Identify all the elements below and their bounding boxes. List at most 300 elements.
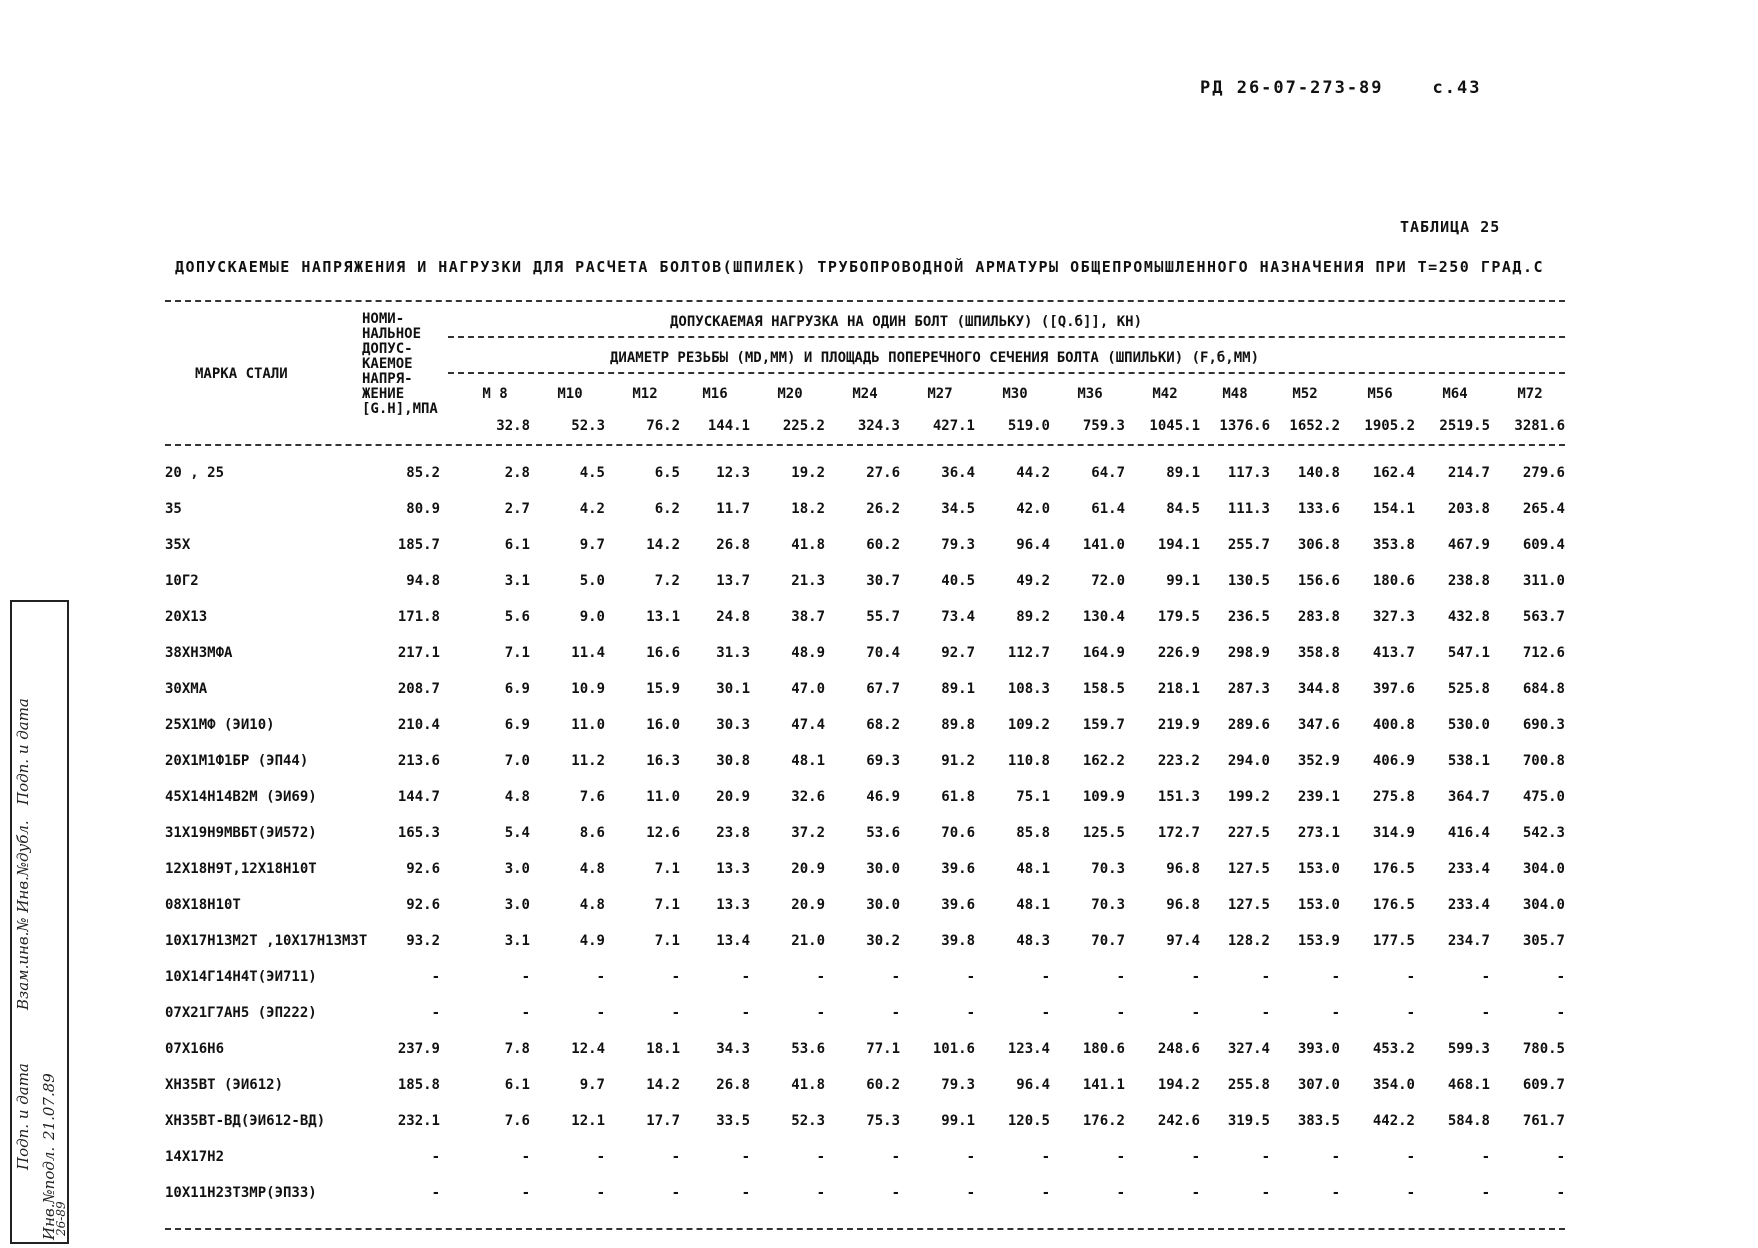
load-value: 11.2 <box>571 753 605 769</box>
load-value: 6.1 <box>504 1077 530 1093</box>
load-value: 75.1 <box>1016 789 1050 805</box>
area-value: 76.2 <box>646 418 680 434</box>
diameter-head: М64 <box>1442 386 1468 402</box>
steel-grade: 12Х18Н9Т,12Х18Н10Т <box>165 861 317 877</box>
load-value: 475.0 <box>1522 789 1565 805</box>
load-value: - <box>1406 1185 1415 1201</box>
load-value: 31.3 <box>716 645 750 661</box>
load-value: 287.3 <box>1227 681 1270 697</box>
load-value: 180.6 <box>1082 1041 1125 1057</box>
load-value: 30.1 <box>716 681 750 697</box>
steel-grade: 25Х1МФ (ЭИ10) <box>165 717 275 733</box>
area-value: 1905.2 <box>1364 418 1415 434</box>
load-value: 233.4 <box>1447 897 1490 913</box>
allowable-stress: 185.7 <box>397 537 440 553</box>
load-value: 7.1 <box>504 645 530 661</box>
diameter-head: М27 <box>927 386 953 402</box>
load-value: 530.0 <box>1447 717 1490 733</box>
steel-grade: 10Х11Н23Т3МР(ЭП33) <box>165 1185 317 1201</box>
load-value: 140.8 <box>1297 465 1340 481</box>
load-value: - <box>1556 1149 1565 1165</box>
load-value: 248.6 <box>1157 1041 1200 1057</box>
load-value: - <box>1191 1149 1200 1165</box>
load-value: 327.3 <box>1372 609 1415 625</box>
load-value: 67.7 <box>866 681 900 697</box>
load-value: - <box>1331 1185 1340 1201</box>
load-value: - <box>966 1149 975 1165</box>
load-value: 18.1 <box>646 1041 680 1057</box>
area-value: 1652.2 <box>1289 418 1340 434</box>
load-value: 416.4 <box>1447 825 1490 841</box>
steel-grade: 35 <box>165 501 182 517</box>
load-value: 162.4 <box>1372 465 1415 481</box>
load-value: 5.0 <box>579 573 605 589</box>
load-value: 13.3 <box>716 861 750 877</box>
load-value: 16.3 <box>646 753 680 769</box>
load-value: - <box>1041 1149 1050 1165</box>
load-value: 34.3 <box>716 1041 750 1057</box>
load-value: 311.0 <box>1522 573 1565 589</box>
load-value: 172.7 <box>1157 825 1200 841</box>
load-value: 53.6 <box>866 825 900 841</box>
load-value: 584.8 <box>1447 1113 1490 1129</box>
load-value: 96.8 <box>1166 897 1200 913</box>
load-value: - <box>1406 1149 1415 1165</box>
load-value: 354.0 <box>1372 1077 1415 1093</box>
load-value: 79.3 <box>941 537 975 553</box>
load-value: - <box>1041 1185 1050 1201</box>
load-value: 2.8 <box>504 465 530 481</box>
load-value: 61.4 <box>1091 501 1125 517</box>
load-value: 15.9 <box>646 681 680 697</box>
load-value: - <box>1406 1005 1415 1021</box>
load-value: - <box>891 1005 900 1021</box>
load-value: 13.7 <box>716 573 750 589</box>
load-value: 413.7 <box>1372 645 1415 661</box>
load-value: 4.5 <box>579 465 605 481</box>
load-value: 599.3 <box>1447 1041 1490 1057</box>
load-value: 101.6 <box>932 1041 975 1057</box>
load-value: 177.5 <box>1372 933 1415 949</box>
load-value: - <box>1331 1149 1340 1165</box>
load-value: 4.9 <box>579 933 605 949</box>
load-value: - <box>671 1005 680 1021</box>
load-value: 123.4 <box>1007 1041 1050 1057</box>
allowable-stress: 165.3 <box>397 825 440 841</box>
load-value: 12.3 <box>716 465 750 481</box>
load-value: 353.8 <box>1372 537 1415 553</box>
load-value: 21.3 <box>791 573 825 589</box>
load-value: 19.2 <box>791 465 825 481</box>
load-value: 109.2 <box>1007 717 1050 733</box>
load-value: 255.7 <box>1227 537 1270 553</box>
allowable-stress: - <box>431 1149 440 1165</box>
load-value: 153.9 <box>1297 933 1340 949</box>
load-value: 47.0 <box>791 681 825 697</box>
load-value: 306.8 <box>1297 537 1340 553</box>
load-value: 99.1 <box>941 1113 975 1129</box>
area-value: 3281.6 <box>1514 418 1565 434</box>
load-value: 344.8 <box>1297 681 1340 697</box>
page-number: с.43 <box>1432 78 1482 98</box>
load-value: - <box>1116 1149 1125 1165</box>
load-value: 77.1 <box>866 1041 900 1057</box>
load-value: 154.1 <box>1372 501 1415 517</box>
load-value: 14.2 <box>646 537 680 553</box>
load-value: 108.3 <box>1007 681 1050 697</box>
load-value: 36.4 <box>941 465 975 481</box>
load-value: 400.8 <box>1372 717 1415 733</box>
allowable-stress: - <box>431 1185 440 1201</box>
load-value: - <box>1191 969 1200 985</box>
load-value: - <box>521 1185 530 1201</box>
table-row <box>0 861 1758 891</box>
margin-label: Подп. и дата <box>14 698 32 805</box>
allowable-stress: 85.2 <box>406 465 440 481</box>
load-value: - <box>891 1185 900 1201</box>
steel-grade: 14Х17Н2 <box>165 1149 225 1165</box>
load-value: 239.1 <box>1297 789 1340 805</box>
diameter-head: М52 <box>1292 386 1318 402</box>
stress-header-line: НАПРЯ- <box>362 371 413 387</box>
diameter-head: М24 <box>852 386 878 402</box>
load-value: 11.4 <box>571 645 605 661</box>
load-value: 130.4 <box>1082 609 1125 625</box>
area-value: 52.3 <box>571 418 605 434</box>
load-value: 89.8 <box>941 717 975 733</box>
load-value: 61.8 <box>941 789 975 805</box>
load-value: 52.3 <box>791 1113 825 1129</box>
load-value: 226.9 <box>1157 645 1200 661</box>
load-value: 64.7 <box>1091 465 1125 481</box>
rule-under-diameter-header <box>448 372 1565 374</box>
load-value: 85.8 <box>1016 825 1050 841</box>
load-value: 227.5 <box>1227 825 1270 841</box>
load-value: - <box>596 969 605 985</box>
load-value: 2.7 <box>504 501 530 517</box>
load-value: 30.7 <box>866 573 900 589</box>
table-row <box>0 969 1758 999</box>
load-value: 298.9 <box>1227 645 1270 661</box>
load-value: 304.0 <box>1522 897 1565 913</box>
allowable-stress: 210.4 <box>397 717 440 733</box>
load-value: 39.6 <box>941 897 975 913</box>
load-value: 364.7 <box>1447 789 1490 805</box>
rule-header-bottom <box>165 444 1565 446</box>
load-value: 128.2 <box>1227 933 1270 949</box>
stress-header-line: КАЕМОЕ <box>362 356 413 372</box>
load-value: 39.8 <box>941 933 975 949</box>
load-value: 27.6 <box>866 465 900 481</box>
load-value: 14.2 <box>646 1077 680 1093</box>
stress-header-line: ДОПУС- <box>362 341 413 357</box>
load-value: 538.1 <box>1447 753 1490 769</box>
load-value: 72.0 <box>1091 573 1125 589</box>
diameter-head: М10 <box>557 386 583 402</box>
load-value: 294.0 <box>1227 753 1270 769</box>
load-value: 700.8 <box>1522 753 1565 769</box>
rule-top <box>165 300 1565 302</box>
allowable-stress: 92.6 <box>406 897 440 913</box>
load-value: - <box>1191 1185 1200 1201</box>
load-value: 32.6 <box>791 789 825 805</box>
load-value: - <box>521 969 530 985</box>
allowable-stress: 185.8 <box>397 1077 440 1093</box>
load-value: 9.7 <box>579 537 605 553</box>
load-value: 162.2 <box>1082 753 1125 769</box>
load-value: 38.7 <box>791 609 825 625</box>
load-value: 8.6 <box>579 825 605 841</box>
handwritten-date: 21.07.89 <box>40 1073 58 1140</box>
load-value: - <box>816 969 825 985</box>
diameter-head: М 8 <box>482 386 508 402</box>
load-value: - <box>1116 969 1125 985</box>
load-value: 265.4 <box>1522 501 1565 517</box>
load-value: 10.9 <box>571 681 605 697</box>
load-value: 60.2 <box>866 537 900 553</box>
load-value: 179.5 <box>1157 609 1200 625</box>
load-value: 3.1 <box>504 933 530 949</box>
load-value: - <box>891 1149 900 1165</box>
load-value: 314.9 <box>1372 825 1415 841</box>
table-row <box>0 573 1758 603</box>
load-value: 194.1 <box>1157 537 1200 553</box>
allowable-stress: 94.8 <box>406 573 440 589</box>
load-value: 684.8 <box>1522 681 1565 697</box>
load-value: 17.7 <box>646 1113 680 1129</box>
steel-grade: 38ХН3МФА <box>165 645 233 661</box>
load-value: 30.0 <box>866 897 900 913</box>
load-value: - <box>1556 1005 1565 1021</box>
load-value: 7.1 <box>654 933 680 949</box>
load-value: 20.9 <box>791 897 825 913</box>
load-value: 60.2 <box>866 1077 900 1093</box>
load-value: 12.1 <box>571 1113 605 1129</box>
load-value: 39.6 <box>941 861 975 877</box>
load-value: 609.7 <box>1522 1077 1565 1093</box>
load-value: 712.6 <box>1522 645 1565 661</box>
load-value: 3.0 <box>504 861 530 877</box>
table-row <box>0 1149 1758 1179</box>
load-value: - <box>741 1005 750 1021</box>
load-value: - <box>1116 1185 1125 1201</box>
diameter-head: М48 <box>1222 386 1248 402</box>
table-row <box>0 465 1758 495</box>
load-value: - <box>1556 969 1565 985</box>
load-value: 70.3 <box>1091 897 1125 913</box>
stress-header <box>362 312 438 417</box>
handwritten-number: 26-89 <box>54 1201 68 1236</box>
table-row <box>0 1005 1758 1035</box>
load-value: - <box>1261 1149 1270 1165</box>
load-value: 242.6 <box>1157 1113 1200 1129</box>
load-value: 46.9 <box>866 789 900 805</box>
allowable-stress: 92.6 <box>406 861 440 877</box>
load-value: - <box>1481 969 1490 985</box>
load-value: - <box>891 969 900 985</box>
area-value: 2519.5 <box>1439 418 1490 434</box>
load-value: 79.3 <box>941 1077 975 1093</box>
load-value: 12.4 <box>571 1041 605 1057</box>
steel-grade: 10Г2 <box>165 573 199 589</box>
load-value: 91.2 <box>941 753 975 769</box>
load-value: 153.0 <box>1297 897 1340 913</box>
allowable-stress: 237.9 <box>397 1041 440 1057</box>
load-value: 30.0 <box>866 861 900 877</box>
load-value: 542.3 <box>1522 825 1565 841</box>
load-value: 690.3 <box>1522 717 1565 733</box>
load-value: 117.3 <box>1227 465 1270 481</box>
load-value: - <box>816 1005 825 1021</box>
load-value: 48.3 <box>1016 933 1050 949</box>
load-value: 89.1 <box>941 681 975 697</box>
load-value: 383.5 <box>1297 1113 1340 1129</box>
load-value: 24.8 <box>716 609 750 625</box>
area-value: 324.3 <box>857 418 900 434</box>
load-value: - <box>521 1149 530 1165</box>
load-value: 238.8 <box>1447 573 1490 589</box>
load-value: - <box>1556 1185 1565 1201</box>
load-value: 219.9 <box>1157 717 1200 733</box>
load-value: 16.0 <box>646 717 680 733</box>
load-value: 13.4 <box>716 933 750 949</box>
load-value: 55.7 <box>866 609 900 625</box>
table-row <box>0 609 1758 639</box>
rule-under-load-header <box>448 336 1565 338</box>
steel-grade: 31Х19Н9МВБТ(ЭИ572) <box>165 825 317 841</box>
load-value: 97.4 <box>1166 933 1200 949</box>
load-value: 84.5 <box>1166 501 1200 517</box>
load-value: 442.2 <box>1372 1113 1415 1129</box>
load-value: - <box>1041 1005 1050 1021</box>
load-value: - <box>741 1185 750 1201</box>
load-value: 110.8 <box>1007 753 1050 769</box>
load-value: - <box>816 1149 825 1165</box>
load-value: 319.5 <box>1227 1113 1270 1129</box>
load-value: 275.8 <box>1372 789 1415 805</box>
load-value: 49.2 <box>1016 573 1050 589</box>
table-row <box>0 1185 1758 1215</box>
allowable-stress: 93.2 <box>406 933 440 949</box>
table-row <box>0 501 1758 531</box>
margin-label: Подп. и дата <box>14 1063 32 1170</box>
load-value: 305.7 <box>1522 933 1565 949</box>
load-value: 11.0 <box>646 789 680 805</box>
margin-label: Инв.№подл. <box>40 1146 58 1240</box>
load-value: 6.9 <box>504 717 530 733</box>
load-value: 176.2 <box>1082 1113 1125 1129</box>
load-value: 525.8 <box>1447 681 1490 697</box>
load-value: 75.3 <box>866 1113 900 1129</box>
stress-header-line: НОМИ- <box>362 311 405 327</box>
allowable-stress: 217.1 <box>397 645 440 661</box>
steel-grade: 20 , 25 <box>165 465 225 481</box>
steel-grade: ХН35ВТ-ВД(ЭИ612-ВД) <box>165 1113 326 1129</box>
load-value: 11.7 <box>716 501 750 517</box>
steel-grade: 20Х1М1Ф1БР (ЭП44) <box>165 753 309 769</box>
load-value: 563.7 <box>1522 609 1565 625</box>
load-value: 327.4 <box>1227 1041 1270 1057</box>
load-value: 4.8 <box>579 861 605 877</box>
load-value: 92.7 <box>941 645 975 661</box>
load-value: - <box>741 969 750 985</box>
load-value: 12.6 <box>646 825 680 841</box>
load-value: - <box>671 1185 680 1201</box>
load-value: 70.6 <box>941 825 975 841</box>
load-value: 70.7 <box>1091 933 1125 949</box>
table-row <box>0 825 1758 855</box>
load-value: 9.0 <box>579 609 605 625</box>
load-value: 234.7 <box>1447 933 1490 949</box>
load-value: 125.5 <box>1082 825 1125 841</box>
load-value: 233.4 <box>1447 861 1490 877</box>
table-row <box>0 645 1758 675</box>
diameter-head: М16 <box>702 386 728 402</box>
table-row <box>0 1113 1758 1143</box>
area-value: 225.2 <box>782 418 825 434</box>
load-value: - <box>671 969 680 985</box>
load-value: 30.8 <box>716 753 750 769</box>
table-row <box>0 1041 1758 1071</box>
area-value: 427.1 <box>932 418 975 434</box>
load-value: 141.0 <box>1082 537 1125 553</box>
steel-grade: ХН35ВТ (ЭИ612) <box>165 1077 284 1093</box>
load-value: 273.1 <box>1297 825 1340 841</box>
allowable-stress: 80.9 <box>406 501 440 517</box>
load-value: 761.7 <box>1522 1113 1565 1129</box>
grade-header: МАРКА СТАЛИ <box>195 366 288 382</box>
steel-grade: 30ХМА <box>165 681 208 697</box>
load-value: 153.0 <box>1297 861 1340 877</box>
area-value: 32.8 <box>496 418 530 434</box>
load-value: 141.1 <box>1082 1077 1125 1093</box>
load-value: 21.0 <box>791 933 825 949</box>
diameter-head: М20 <box>777 386 803 402</box>
load-value: - <box>816 1185 825 1201</box>
load-value: 180.6 <box>1372 573 1415 589</box>
load-value: 48.9 <box>791 645 825 661</box>
load-value: 89.1 <box>1166 465 1200 481</box>
load-value: 33.5 <box>716 1113 750 1129</box>
load-value: 406.9 <box>1372 753 1415 769</box>
load-value: 3.0 <box>504 897 530 913</box>
load-value: 70.3 <box>1091 861 1125 877</box>
load-value: 34.5 <box>941 501 975 517</box>
load-value: 130.5 <box>1227 573 1270 589</box>
load-value: - <box>1481 1005 1490 1021</box>
allowable-stress: - <box>431 1005 440 1021</box>
load-value: 53.6 <box>791 1041 825 1057</box>
allowable-stress: 208.7 <box>397 681 440 697</box>
load-value: 7.6 <box>504 1113 530 1129</box>
stress-header-line: ЖЕНИЕ <box>362 386 405 402</box>
steel-grade: 20Х13 <box>165 609 208 625</box>
load-value: 13.3 <box>716 897 750 913</box>
page-header <box>1200 78 1481 98</box>
load-value: 41.8 <box>791 537 825 553</box>
stress-header-line: НАЛЬНОЕ <box>362 326 422 342</box>
load-header: ДОПУСКАЕМАЯ НАГРУЗКА НА ОДИН БОЛТ (ШПИЛЬКУ) ([Q.б]], КН) <box>670 314 1143 330</box>
load-value: 156.6 <box>1297 573 1340 589</box>
load-value: - <box>1406 969 1415 985</box>
diameter-head: М42 <box>1152 386 1178 402</box>
allowable-stress: 232.1 <box>397 1113 440 1129</box>
load-value: 127.5 <box>1227 897 1270 913</box>
load-value: 780.5 <box>1522 1041 1565 1057</box>
load-value: 13.1 <box>646 609 680 625</box>
load-value: - <box>966 1005 975 1021</box>
load-value: 7.8 <box>504 1041 530 1057</box>
